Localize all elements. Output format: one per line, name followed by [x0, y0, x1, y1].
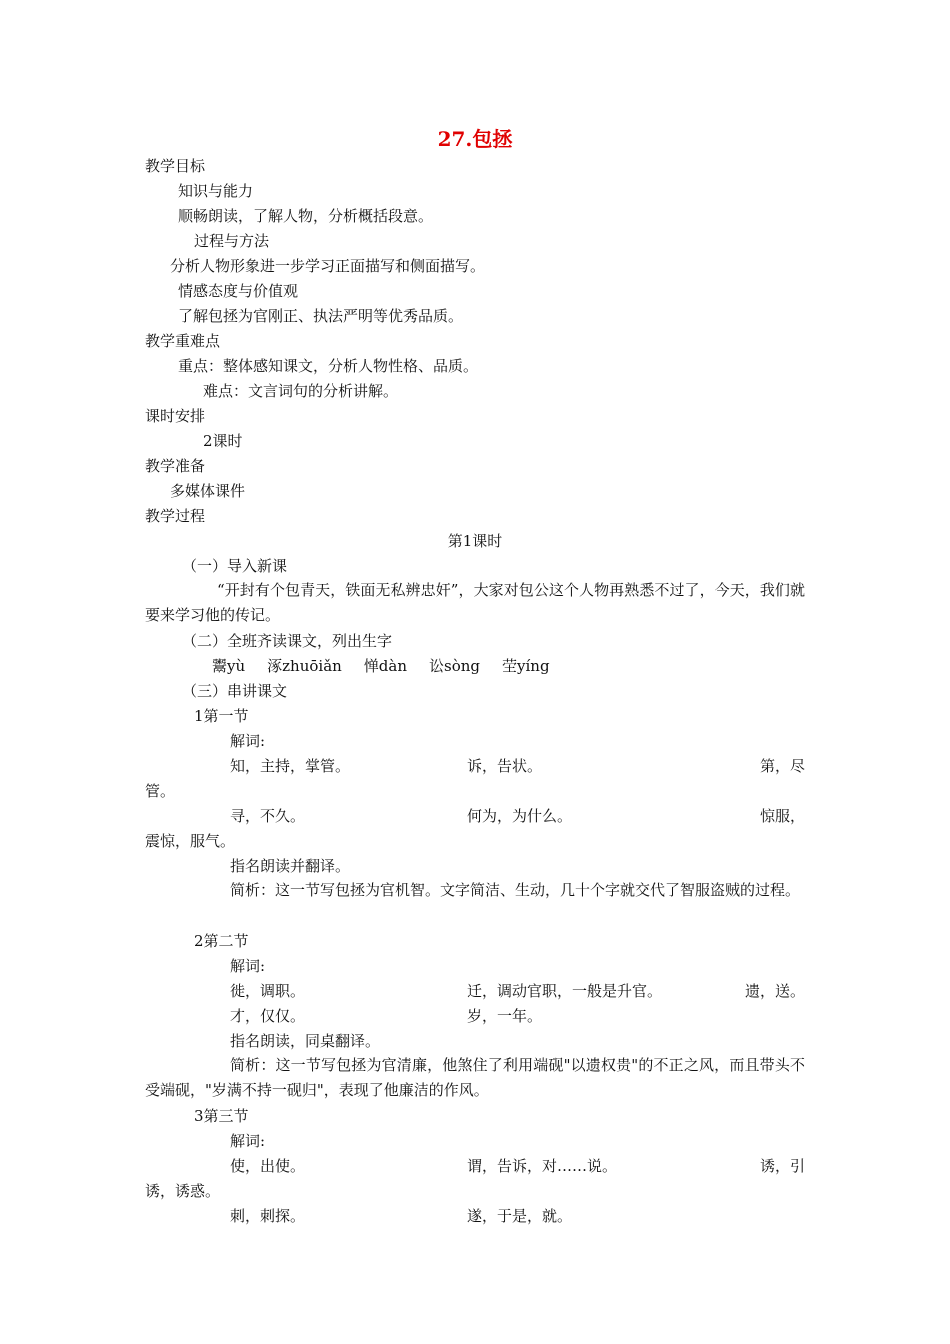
- knowledge-text: 顺畅朗读，了解人物，分析概括段意。: [178, 207, 434, 225]
- section2-heading: 2第二节: [194, 932, 249, 950]
- goals-heading: 教学目标: [145, 157, 206, 175]
- section2-analysis: 简析：这一节写包拯为官清廉，他煞住了利用端砚"以遗权贵"的不正之风，而且带头不受端砚，"岁满不持一砚归"，表现了他廉洁的作风。: [145, 1056, 805, 1099]
- difficult-point: 难点：文言词句的分析讲解。: [203, 382, 399, 400]
- vocab-item: 才，仅仅。: [230, 1007, 306, 1025]
- vocab-item: 第，尽: [759, 757, 805, 775]
- emotion-heading: 情感态度与价值观: [178, 282, 299, 300]
- lesson-heading: 第1课时: [447, 532, 503, 550]
- section2-explain-label: 解词:: [230, 957, 266, 975]
- step2-heading: （二）全班齐读课文，列出生字: [182, 632, 393, 650]
- vocab-wrap: 震惊，服气。: [145, 832, 236, 850]
- vocab-item: 寻，不久。: [230, 807, 306, 825]
- process-heading: 过程与方法: [194, 232, 270, 250]
- step1-heading: （一）导入新课: [182, 557, 288, 575]
- emotion-text: 了解包拯为官刚正、执法严明等优秀品质。: [178, 307, 464, 325]
- step1-text: “开封有个包青天，铁面无私辨忠奸”，大家对包公这个人物再熟悉不过了，今天，我们就要来学习他的传记。: [145, 581, 805, 624]
- process-text: 分析人物形象进一步学习正面描写和侧面描写。: [170, 257, 486, 275]
- document-title: 27.包拯: [437, 127, 513, 151]
- section1-heading: 1第一节: [194, 707, 249, 725]
- new-char-item: 惮dàn: [363, 657, 408, 675]
- vocab-item: 遗，送。: [744, 982, 805, 1000]
- vocab-item: 谓，告诉，对……说。: [467, 1157, 618, 1175]
- step3-heading: （三）串讲课文: [182, 682, 288, 700]
- new-chars-line: [212, 656, 550, 676]
- vocab-item: 惊服，: [759, 807, 805, 825]
- vocab-item: 诱，引: [759, 1157, 805, 1175]
- section1-explain-label: 解词:: [230, 732, 266, 750]
- vocab-item: 使，出使。: [230, 1157, 306, 1175]
- prep-text: 多媒体课件: [170, 482, 246, 500]
- vocab-item: 诉，告状。: [467, 757, 543, 775]
- knowledge-heading: 知识与能力: [178, 182, 254, 200]
- vocab-item: 刺，刺探。: [230, 1207, 306, 1225]
- vocab-wrap: 管。: [145, 782, 176, 800]
- prep-heading: 教学准备: [145, 457, 206, 475]
- schedule-text: 2课时: [203, 432, 243, 450]
- section1-analysis: 简析：这一节写包拯为官机智。文字简洁、生动，几十个字就交代了智服盗贼的过程。: [230, 881, 801, 899]
- schedule-heading: 课时安排: [145, 407, 206, 425]
- new-char-item: 鬻yù: [212, 657, 246, 675]
- new-char-item: 茔yíng: [502, 657, 550, 675]
- key-heading: 教学重难点: [145, 332, 221, 350]
- vocab-item: 知，主持，掌管。: [230, 757, 351, 775]
- section3-heading: 3第三节: [194, 1107, 249, 1125]
- vocab-item: 何为，为什么。: [467, 807, 573, 825]
- vocab-wrap: 诱，诱惑。: [145, 1182, 221, 1200]
- vocab-item: 徙，调职。: [230, 982, 306, 1000]
- section2-read: 指名朗读，同桌翻译。: [230, 1032, 381, 1050]
- vocab-item: 岁，一年。: [467, 1007, 543, 1025]
- vocab-item: 迁，调动官职，一般是升官。: [467, 982, 663, 1000]
- section1-read: 指名朗读并翻译。: [230, 857, 351, 875]
- vocab-item: 遂，于是，就。: [467, 1207, 573, 1225]
- key-point: 重点：整体感知课文，分析人物性格、品质。: [178, 357, 479, 375]
- procedure-heading: 教学过程: [145, 507, 206, 525]
- new-char-item: 涿zhuōiǎn: [267, 657, 342, 675]
- section3-explain-label: 解词:: [230, 1132, 266, 1150]
- new-char-item: 讼sòng: [429, 657, 481, 675]
